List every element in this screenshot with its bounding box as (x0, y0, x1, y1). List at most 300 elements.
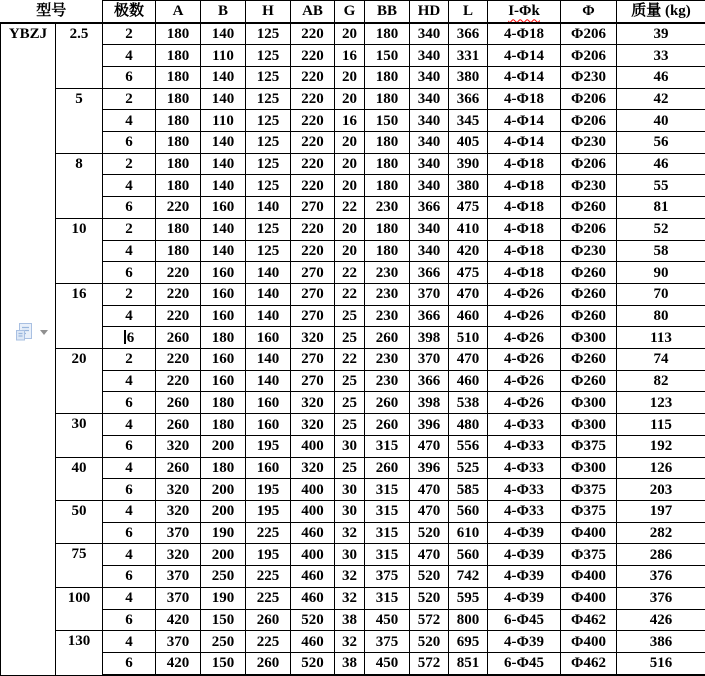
value-cell[interactable]: 420 (156, 652, 201, 675)
value-cell[interactable]: 320 (291, 392, 335, 414)
value-cell[interactable]: 81 (617, 197, 705, 219)
rating-cell[interactable]: 100 (56, 587, 103, 630)
value-cell[interactable]: 370 (410, 283, 449, 305)
value-cell[interactable]: Φ206 (561, 218, 617, 240)
value-cell[interactable]: 160 (201, 262, 246, 284)
value-cell[interactable]: 150 (201, 652, 246, 675)
value-cell[interactable]: 800 (449, 609, 488, 631)
header-poles[interactable]: 极数 (103, 1, 156, 23)
value-cell[interactable]: 556 (449, 435, 488, 457)
value-cell[interactable]: 180 (365, 240, 410, 262)
value-cell[interactable]: 4-Φ26 (488, 392, 561, 414)
value-cell[interactable]: 460 (449, 305, 488, 327)
value-cell[interactable]: 140 (246, 370, 291, 392)
value-cell[interactable]: 366 (410, 197, 449, 219)
poles-cell[interactable]: 2 (103, 218, 156, 240)
value-cell[interactable]: 140 (201, 132, 246, 154)
poles-cell[interactable]: 6 (103, 566, 156, 588)
value-cell[interactable]: 160 (246, 414, 291, 436)
value-cell[interactable]: 420 (449, 240, 488, 262)
value-cell[interactable]: 220 (291, 66, 335, 88)
value-cell[interactable]: 270 (291, 370, 335, 392)
value-cell[interactable]: 475 (449, 262, 488, 284)
value-cell[interactable]: 320 (291, 457, 335, 479)
value-cell[interactable]: 375 (365, 631, 410, 653)
value-cell[interactable]: 140 (201, 66, 246, 88)
value-cell[interactable]: 4-Φ39 (488, 544, 561, 566)
value-cell[interactable]: 315 (365, 544, 410, 566)
value-cell[interactable]: Φ230 (561, 132, 617, 154)
value-cell[interactable]: Φ230 (561, 240, 617, 262)
value-cell[interactable]: 46 (617, 66, 705, 88)
poles-cell[interactable]: 6 (103, 479, 156, 501)
value-cell[interactable]: 260 (156, 392, 201, 414)
value-cell[interactable]: 180 (201, 327, 246, 349)
value-cell[interactable]: 20 (335, 88, 365, 110)
value-cell[interactable]: 366 (410, 370, 449, 392)
poles-cell[interactable]: 2 (103, 153, 156, 175)
poles-cell[interactable]: 4 (103, 631, 156, 653)
value-cell[interactable]: 225 (246, 631, 291, 653)
value-cell[interactable]: Φ300 (561, 392, 617, 414)
poles-cell[interactable]: 4 (103, 544, 156, 566)
value-cell[interactable]: 30 (335, 435, 365, 457)
value-cell[interactable]: 180 (156, 218, 201, 240)
value-cell[interactable]: 610 (449, 522, 488, 544)
value-cell[interactable]: 270 (291, 349, 335, 371)
value-cell[interactable]: 260 (365, 457, 410, 479)
value-cell[interactable]: 260 (365, 327, 410, 349)
value-cell[interactable]: 398 (410, 392, 449, 414)
value-cell[interactable]: 331 (449, 45, 488, 67)
value-cell[interactable]: 851 (449, 652, 488, 675)
value-cell[interactable]: 4-Φ18 (488, 88, 561, 110)
rating-cell[interactable]: 130 (56, 631, 103, 675)
value-cell[interactable]: 180 (156, 132, 201, 154)
value-cell[interactable]: 375 (365, 566, 410, 588)
value-cell[interactable]: 370 (156, 587, 201, 609)
value-cell[interactable]: 230 (365, 370, 410, 392)
poles-cell[interactable]: 4 (103, 240, 156, 262)
poles-cell[interactable]: 4 (103, 305, 156, 327)
value-cell[interactable]: 22 (335, 262, 365, 284)
value-cell[interactable]: 320 (291, 414, 335, 436)
value-cell[interactable]: 380 (449, 66, 488, 88)
poles-cell[interactable]: 6 (103, 132, 156, 154)
value-cell[interactable]: 315 (365, 435, 410, 457)
header-A[interactable]: A (156, 1, 201, 23)
value-cell[interactable]: 260 (156, 457, 201, 479)
value-cell[interactable]: 270 (291, 262, 335, 284)
value-cell[interactable]: 22 (335, 197, 365, 219)
value-cell[interactable]: 25 (335, 327, 365, 349)
value-cell[interactable]: 125 (246, 110, 291, 132)
header-H[interactable]: H (246, 1, 291, 23)
value-cell[interactable]: 516 (617, 652, 705, 675)
value-cell[interactable]: 220 (291, 45, 335, 67)
value-cell[interactable]: 315 (365, 500, 410, 522)
value-cell[interactable]: 470 (449, 283, 488, 305)
value-cell[interactable]: 370 (156, 566, 201, 588)
value-cell[interactable]: 125 (246, 153, 291, 175)
value-cell[interactable]: 320 (291, 327, 335, 349)
value-cell[interactable]: Φ400 (561, 522, 617, 544)
value-cell[interactable]: 4-Φ26 (488, 283, 561, 305)
value-cell[interactable]: 125 (246, 240, 291, 262)
value-cell[interactable]: 270 (291, 305, 335, 327)
poles-cell[interactable]: 2 (103, 283, 156, 305)
value-cell[interactable]: 25 (335, 414, 365, 436)
model-cell[interactable]: YBZJ (1, 23, 56, 676)
value-cell[interactable]: 20 (335, 132, 365, 154)
value-cell[interactable]: 560 (449, 544, 488, 566)
value-cell[interactable]: 398 (410, 327, 449, 349)
value-cell[interactable]: Φ375 (561, 435, 617, 457)
value-cell[interactable]: 150 (365, 45, 410, 67)
value-cell[interactable]: 400 (291, 500, 335, 522)
value-cell[interactable]: 140 (201, 88, 246, 110)
poles-cell[interactable]: 4 (103, 175, 156, 197)
value-cell[interactable]: Φ260 (561, 370, 617, 392)
value-cell[interactable]: 520 (291, 652, 335, 675)
value-cell[interactable]: 260 (365, 392, 410, 414)
value-cell[interactable]: 180 (365, 66, 410, 88)
poles-cell[interactable]: 2 (103, 23, 156, 45)
value-cell[interactable]: 42 (617, 88, 705, 110)
value-cell[interactable]: 160 (246, 392, 291, 414)
poles-cell[interactable]: 6 (103, 197, 156, 219)
rating-cell[interactable]: 40 (56, 457, 103, 500)
value-cell[interactable]: 460 (291, 587, 335, 609)
header-mounting-holes[interactable] (488, 1, 561, 23)
value-cell[interactable]: 4-Φ18 (488, 218, 561, 240)
value-cell[interactable]: 400 (291, 479, 335, 501)
value-cell[interactable]: 140 (201, 23, 246, 45)
value-cell[interactable]: 230 (365, 349, 410, 371)
value-cell[interactable]: 220 (291, 23, 335, 45)
value-cell[interactable]: 520 (410, 631, 449, 653)
value-cell[interactable]: 376 (617, 566, 705, 588)
value-cell[interactable]: 74 (617, 349, 705, 371)
value-cell[interactable]: 340 (410, 175, 449, 197)
value-cell[interactable]: 370 (156, 631, 201, 653)
header-weight[interactable]: 质量 (kg) (617, 1, 705, 23)
value-cell[interactable]: 220 (156, 262, 201, 284)
value-cell[interactable]: Φ462 (561, 652, 617, 675)
value-cell[interactable]: 180 (156, 66, 201, 88)
rating-cell[interactable]: 20 (56, 349, 103, 414)
value-cell[interactable]: 340 (410, 88, 449, 110)
value-cell[interactable]: 125 (246, 23, 291, 45)
poles-cell[interactable]: 2 (103, 349, 156, 371)
value-cell[interactable]: 20 (335, 218, 365, 240)
poles-cell[interactable]: 4 (103, 414, 156, 436)
value-cell[interactable]: 160 (246, 327, 291, 349)
value-cell[interactable]: 16 (335, 110, 365, 132)
value-cell[interactable]: 366 (410, 262, 449, 284)
value-cell[interactable]: 203 (617, 479, 705, 501)
value-cell[interactable]: 315 (365, 587, 410, 609)
poles-cell[interactable]: 6 (103, 392, 156, 414)
value-cell[interactable]: 4-Φ14 (488, 45, 561, 67)
value-cell[interactable]: 160 (201, 197, 246, 219)
header-model[interactable]: 型号 (1, 1, 103, 23)
value-cell[interactable]: 340 (410, 23, 449, 45)
value-cell[interactable]: 125 (246, 66, 291, 88)
value-cell[interactable]: 4-Φ14 (488, 66, 561, 88)
value-cell[interactable]: 180 (365, 175, 410, 197)
value-cell[interactable]: 195 (246, 500, 291, 522)
value-cell[interactable]: 140 (201, 218, 246, 240)
value-cell[interactable]: 180 (365, 88, 410, 110)
value-cell[interactable]: 180 (156, 175, 201, 197)
value-cell[interactable]: 125 (246, 218, 291, 240)
value-cell[interactable]: 180 (201, 414, 246, 436)
value-cell[interactable]: 195 (246, 544, 291, 566)
value-cell[interactable]: Φ206 (561, 88, 617, 110)
value-cell[interactable]: 230 (365, 197, 410, 219)
value-cell[interactable]: 200 (201, 435, 246, 457)
value-cell[interactable]: 340 (410, 218, 449, 240)
value-cell[interactable]: 22 (335, 283, 365, 305)
value-cell[interactable]: 140 (246, 262, 291, 284)
value-cell[interactable]: 125 (246, 45, 291, 67)
value-cell[interactable]: Φ260 (561, 197, 617, 219)
value-cell[interactable]: 410 (449, 218, 488, 240)
rating-cell[interactable]: 75 (56, 544, 103, 587)
value-cell[interactable]: 32 (335, 522, 365, 544)
rating-cell[interactable]: 8 (56, 153, 103, 218)
value-cell[interactable]: 40 (617, 110, 705, 132)
value-cell[interactable]: 90 (617, 262, 705, 284)
header-AB[interactable]: AB (291, 1, 335, 23)
value-cell[interactable]: 4-Φ33 (488, 457, 561, 479)
chevron-down-icon[interactable] (40, 330, 48, 335)
value-cell[interactable]: 560 (449, 500, 488, 522)
value-cell[interactable]: 4-Φ39 (488, 522, 561, 544)
value-cell[interactable]: 6-Φ45 (488, 652, 561, 675)
value-cell[interactable]: 460 (291, 566, 335, 588)
value-cell[interactable]: 225 (246, 522, 291, 544)
value-cell[interactable]: 32 (335, 566, 365, 588)
value-cell[interactable]: Φ375 (561, 544, 617, 566)
poles-cell[interactable]: 4 (103, 500, 156, 522)
value-cell[interactable]: 260 (246, 652, 291, 675)
value-cell[interactable]: 405 (449, 132, 488, 154)
value-cell[interactable]: 315 (365, 479, 410, 501)
value-cell[interactable]: 220 (156, 197, 201, 219)
value-cell[interactable]: 400 (291, 544, 335, 566)
value-cell[interactable]: 538 (449, 392, 488, 414)
value-cell[interactable]: 340 (410, 153, 449, 175)
value-cell[interactable]: 220 (291, 153, 335, 175)
value-cell[interactable]: 4-Φ18 (488, 240, 561, 262)
value-cell[interactable]: 520 (410, 566, 449, 588)
rating-cell[interactable]: 2.5 (56, 23, 103, 89)
value-cell[interactable]: 16 (335, 45, 365, 67)
value-cell[interactable]: 366 (410, 305, 449, 327)
value-cell[interactable]: 4-Φ39 (488, 566, 561, 588)
value-cell[interactable]: 260 (156, 414, 201, 436)
value-cell[interactable]: 20 (335, 23, 365, 45)
value-cell[interactable]: 386 (617, 631, 705, 653)
value-cell[interactable]: 510 (449, 327, 488, 349)
poles-cell[interactable]: 6 (103, 262, 156, 284)
value-cell[interactable]: 195 (246, 435, 291, 457)
value-cell[interactable]: 125 (246, 132, 291, 154)
value-cell[interactable]: 46 (617, 153, 705, 175)
value-cell[interactable]: 38 (335, 652, 365, 675)
value-cell[interactable]: 180 (201, 457, 246, 479)
value-cell[interactable]: 33 (617, 45, 705, 67)
value-cell[interactable]: 460 (291, 522, 335, 544)
value-cell[interactable]: 470 (449, 349, 488, 371)
value-cell[interactable]: 230 (365, 262, 410, 284)
value-cell[interactable]: 475 (449, 197, 488, 219)
value-cell[interactable]: 380 (449, 175, 488, 197)
value-cell[interactable]: 4-Φ33 (488, 479, 561, 501)
value-cell[interactable]: 180 (156, 88, 201, 110)
value-cell[interactable]: 572 (410, 609, 449, 631)
value-cell[interactable]: 390 (449, 153, 488, 175)
value-cell[interactable]: 80 (617, 305, 705, 327)
value-cell[interactable]: Φ260 (561, 305, 617, 327)
value-cell[interactable]: 470 (410, 544, 449, 566)
value-cell[interactable]: 82 (617, 370, 705, 392)
header-HD[interactable]: HD (410, 1, 449, 23)
value-cell[interactable]: 58 (617, 240, 705, 262)
rating-cell[interactable]: 50 (56, 500, 103, 543)
value-cell[interactable]: 180 (365, 218, 410, 240)
header-B[interactable]: B (201, 1, 246, 23)
value-cell[interactable]: 140 (246, 349, 291, 371)
poles-cell[interactable]: 4 (103, 457, 156, 479)
value-cell[interactable]: Φ400 (561, 587, 617, 609)
value-cell[interactable]: Φ300 (561, 457, 617, 479)
value-cell[interactable]: 572 (410, 652, 449, 675)
value-cell[interactable]: 320 (156, 544, 201, 566)
value-cell[interactable]: 460 (449, 370, 488, 392)
value-cell[interactable]: 230 (365, 305, 410, 327)
value-cell[interactable]: 25 (335, 392, 365, 414)
value-cell[interactable]: 370 (156, 522, 201, 544)
value-cell[interactable]: 6-Φ45 (488, 609, 561, 631)
value-cell[interactable]: Φ206 (561, 23, 617, 45)
value-cell[interactable]: Φ260 (561, 283, 617, 305)
value-cell[interactable]: 180 (156, 153, 201, 175)
value-cell[interactable]: 25 (335, 370, 365, 392)
value-cell[interactable]: 110 (201, 45, 246, 67)
value-cell[interactable]: Φ400 (561, 566, 617, 588)
value-cell[interactable]: 20 (335, 66, 365, 88)
value-cell[interactable]: 195 (246, 479, 291, 501)
value-cell[interactable]: 695 (449, 631, 488, 653)
value-cell[interactable]: 150 (365, 110, 410, 132)
header-L[interactable]: L (449, 1, 488, 23)
value-cell[interactable]: 225 (246, 587, 291, 609)
value-cell[interactable]: 320 (156, 435, 201, 457)
value-cell[interactable]: 160 (201, 370, 246, 392)
value-cell[interactable]: 220 (291, 218, 335, 240)
value-cell[interactable]: 4-Φ39 (488, 587, 561, 609)
value-cell[interactable]: 200 (201, 479, 246, 501)
poles-cell[interactable]: 2 (103, 88, 156, 110)
value-cell[interactable]: 4-Φ26 (488, 305, 561, 327)
value-cell[interactable]: 52 (617, 218, 705, 240)
value-cell[interactable]: 320 (156, 479, 201, 501)
value-cell[interactable]: Φ462 (561, 609, 617, 631)
value-cell[interactable]: 125 (246, 175, 291, 197)
value-cell[interactable]: Φ230 (561, 66, 617, 88)
value-cell[interactable]: 366 (449, 23, 488, 45)
value-cell[interactable]: 180 (365, 153, 410, 175)
value-cell[interactable]: 115 (617, 414, 705, 436)
value-cell[interactable]: Φ375 (561, 479, 617, 501)
value-cell[interactable]: 400 (291, 435, 335, 457)
value-cell[interactable]: 25 (335, 305, 365, 327)
value-cell[interactable]: 4-Φ14 (488, 132, 561, 154)
header-G[interactable]: G (335, 1, 365, 23)
value-cell[interactable]: 123 (617, 392, 705, 414)
value-cell[interactable]: Φ300 (561, 327, 617, 349)
value-cell[interactable]: 192 (617, 435, 705, 457)
value-cell[interactable]: 200 (201, 544, 246, 566)
value-cell[interactable]: 190 (201, 522, 246, 544)
value-cell[interactable]: Φ206 (561, 110, 617, 132)
value-cell[interactable]: 160 (201, 349, 246, 371)
value-cell[interactable]: 190 (201, 587, 246, 609)
value-cell[interactable]: 345 (449, 110, 488, 132)
value-cell[interactable]: 20 (335, 153, 365, 175)
value-cell[interactable]: 4-Φ14 (488, 110, 561, 132)
value-cell[interactable]: 180 (156, 240, 201, 262)
value-cell[interactable]: 32 (335, 631, 365, 653)
value-cell[interactable]: 4-Φ33 (488, 500, 561, 522)
value-cell[interactable]: 470 (410, 500, 449, 522)
value-cell[interactable]: 585 (449, 479, 488, 501)
value-cell[interactable]: 220 (156, 349, 201, 371)
value-cell[interactable]: 38 (335, 609, 365, 631)
paste-options-button[interactable] (15, 319, 59, 345)
value-cell[interactable]: 180 (365, 23, 410, 45)
value-cell[interactable]: 4-Φ33 (488, 435, 561, 457)
value-cell[interactable]: 320 (156, 500, 201, 522)
value-cell[interactable]: 270 (291, 197, 335, 219)
value-cell[interactable]: 220 (291, 88, 335, 110)
rating-cell[interactable]: 30 (56, 414, 103, 457)
value-cell[interactable]: 140 (246, 283, 291, 305)
value-cell[interactable]: 520 (410, 587, 449, 609)
value-cell[interactable]: 250 (201, 631, 246, 653)
value-cell[interactable]: 220 (291, 175, 335, 197)
value-cell[interactable]: 70 (617, 283, 705, 305)
value-cell[interactable]: 4-Φ18 (488, 197, 561, 219)
value-cell[interactable]: 140 (201, 153, 246, 175)
value-cell[interactable]: 4-Φ18 (488, 175, 561, 197)
value-cell[interactable]: 220 (291, 132, 335, 154)
value-cell[interactable]: 340 (410, 66, 449, 88)
rating-cell[interactable]: 5 (56, 88, 103, 153)
value-cell[interactable]: 282 (617, 522, 705, 544)
value-cell[interactable]: 470 (410, 479, 449, 501)
value-cell[interactable]: Φ206 (561, 153, 617, 175)
value-cell[interactable]: 450 (365, 652, 410, 675)
value-cell[interactable]: 396 (410, 457, 449, 479)
value-cell[interactable]: 220 (291, 240, 335, 262)
value-cell[interactable]: 55 (617, 175, 705, 197)
poles-cell[interactable]: 4 (103, 587, 156, 609)
value-cell[interactable]: 220 (156, 370, 201, 392)
